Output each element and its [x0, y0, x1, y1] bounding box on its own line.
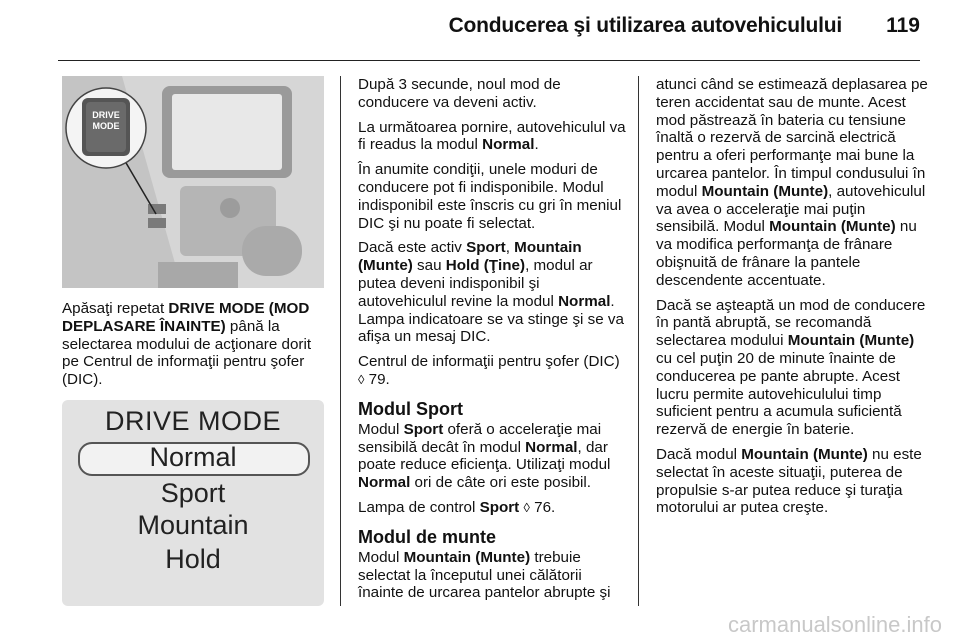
- text-run: , dar poate reduce eficienţa. Utilizaţi modul: [358, 438, 611, 474]
- header-rule: [58, 60, 920, 61]
- text-run: Lampa de control: [358, 498, 480, 516]
- text-run: , autovehiculul va avea o acceleraţie mai puţin sensibilă. Modul: [656, 182, 926, 236]
- text-run: În anumite condiţii, unele moduri de conducere pot fi indisponibile. Modul indisponibil este înscris cu gri în meniul DIC şi nu poate fi selectat.: [358, 161, 622, 232]
- text-run: Dacă este activ: [358, 239, 467, 257]
- text-run: ori de câte ori este posibil.: [410, 474, 591, 492]
- text-run: ,: [505, 239, 515, 257]
- bold-term: Mountain (Munte): [403, 548, 531, 566]
- dic-item-sport: Sport: [160, 478, 226, 508]
- bold-term: Mountain (Munte): [741, 445, 868, 463]
- text-run: nu va modifica performanţa de frânare obişnuită de frânare la pantele descendente accentuate.: [656, 218, 917, 289]
- text-run: trebuie selectat la începutul unei călătorii înainte de urcarea pantelor abrupte şi: [358, 548, 611, 602]
- text-run: Modul: [358, 420, 404, 438]
- text-run: , modul ar putea deveni indisponibil şi autovehiculul revine la modul: [358, 257, 593, 310]
- dic-title: DRIVE MODE: [104, 406, 282, 436]
- column-divider: [340, 76, 341, 606]
- bold-term: Hold (Ţine): [445, 257, 526, 275]
- column-divider: [638, 76, 639, 606]
- bold-term: Normal: [525, 438, 578, 456]
- bold-term: Mountain (Munte): [358, 239, 582, 275]
- paragraph: [358, 161, 630, 232]
- text-run: Dacă modul: [656, 445, 742, 463]
- text-run: sau: [412, 257, 446, 275]
- dashboard-photo: [62, 76, 324, 288]
- paragraph: [358, 239, 630, 346]
- text-run: Modul Sport: [358, 398, 463, 419]
- bold-term: Mountain (Munte): [769, 218, 896, 236]
- text-run: Modul de munte: [358, 526, 496, 547]
- text-run: atunci când se estimează deplasarea pe teren accidentat sau de munte. Acest mod păstrează în bateria cu tensiune înaltă o rezervă de sarcină electrică pentru a oferi performanţe mai bune la urcarea pantelor. În timpul condusului în modul: [656, 76, 928, 200]
- page-header-title: Conducerea şi utilizarea autovehiculului: [448, 14, 842, 37]
- text-run: oferă o acceleraţie mai sensibilă decât în modul: [358, 420, 602, 456]
- text-run: La următoarea pornire, autovehiculul va fi readus la modul: [358, 118, 626, 154]
- section-heading: [358, 527, 630, 547]
- paragraph: [656, 76, 928, 290]
- column-middle-text: [358, 76, 630, 609]
- drive-mode-button-label: DRIVE MODE: [92, 110, 120, 131]
- bold-term: DRIVE MODE (MOD DEPLASARE ÎNAINTE): [62, 300, 310, 335]
- page-number: 119: [886, 14, 920, 37]
- watermark: carmanualsonline.info: [727, 612, 942, 637]
- text-run: 76.: [529, 498, 556, 516]
- text-run: Centrul de informaţii pentru şofer (DIC): [358, 353, 620, 371]
- page-reference-icon: ◊: [523, 499, 530, 515]
- dic-item-normal: Normal: [149, 442, 237, 472]
- dic-drive-mode-display: [62, 400, 324, 606]
- paragraph: [358, 549, 630, 602]
- column-right-text: [656, 76, 928, 524]
- page-reference-icon: ◊: [358, 371, 365, 387]
- paragraph: [656, 297, 928, 439]
- bold-term: Sport: [466, 239, 506, 257]
- dic-item-mountain: Mountain: [137, 510, 249, 540]
- paragraph: [656, 446, 928, 517]
- text-run: Modul: [358, 548, 404, 566]
- text-run: . Lampa indicatoare se va stinge şi se va afişa un mesaj DIC.: [358, 292, 624, 346]
- instruction-paragraph: [62, 300, 332, 389]
- paragraph: [358, 499, 630, 517]
- bold-term: Sport: [479, 498, 520, 516]
- bold-term: Sport: [403, 420, 444, 438]
- paragraph: [358, 76, 630, 112]
- paragraph: [358, 119, 630, 155]
- paragraph: [358, 353, 630, 389]
- text-run: nu este selectat în aceste situaţii, puterea de propulsie s-ar putea reduce şi turaţia motorului ar putea creşte.: [656, 445, 922, 517]
- bold-term: Mountain (Munte): [701, 182, 829, 200]
- bold-term: Normal: [482, 136, 535, 154]
- text-run: până la selectarea modului de acţionare dorit pe Centrul de informaţii pentru şofer (DIC).: [62, 317, 312, 389]
- bold-term: Normal: [358, 474, 411, 492]
- text-run: cu cel puţin 20 de minute înainte de conducerea pe pante abrupte. Acest lucru permite autovehiculului timp suficient pentru a acumula suficientă rezervă de energie în baterie.: [656, 349, 902, 439]
- section-heading: [358, 399, 630, 419]
- text-run: .: [534, 136, 539, 154]
- bold-term: Mountain (Munte): [787, 332, 915, 350]
- column-left-text: [62, 300, 332, 396]
- text-run: După 3 secunde, noul mod de conducere va deveni activ.: [358, 76, 561, 111]
- bold-term: Normal: [558, 292, 611, 310]
- text-run: Apăsaţi repetat: [62, 300, 169, 317]
- text-run: Dacă se aşteaptă un mod de conducere în pantă abruptă, se recomandă selectarea modului: [656, 296, 926, 350]
- dic-item-hold: Hold: [165, 544, 221, 574]
- paragraph: [358, 421, 630, 492]
- text-run: 79.: [364, 370, 390, 388]
